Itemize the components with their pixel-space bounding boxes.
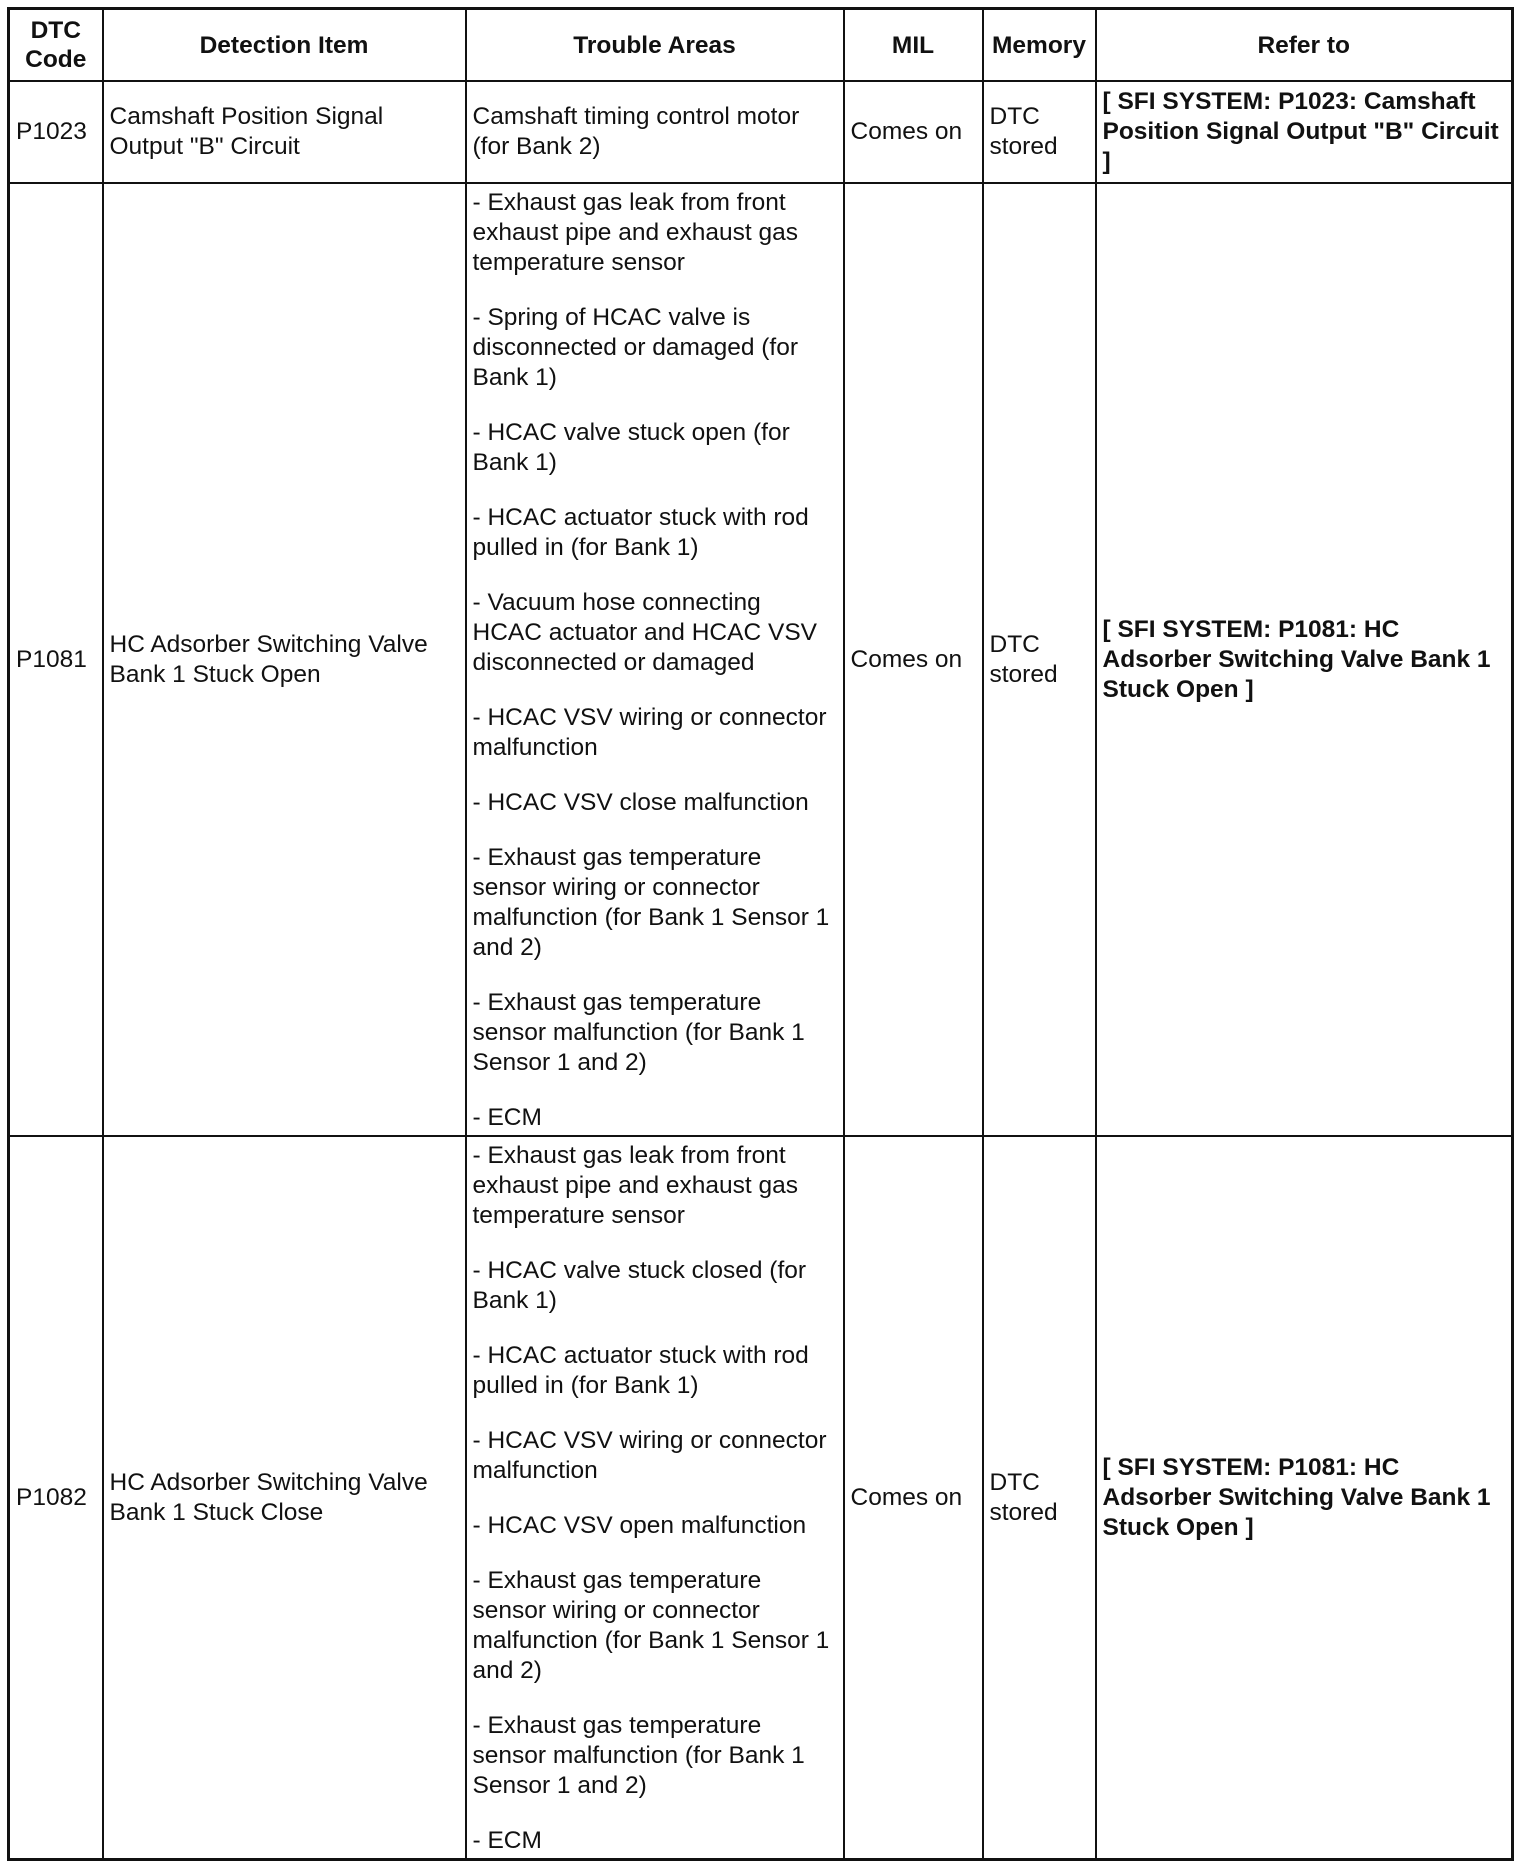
dtc-table	[7, 7, 1514, 1861]
dtc-code-cell: P1081	[9, 183, 103, 1136]
refer-to-link[interactable]: [ SFI SYSTEM: P1081: HC Adsorber Switching Valve Bank 1 Stuck Open ]	[1096, 1136, 1513, 1860]
detection-item-cell: Camshaft Position Signal Output "B" Circuit	[103, 81, 466, 183]
trouble-area-item: - HCAC VSV open malfunction	[472, 1512, 807, 1539]
refer-to-link[interactable]: [ SFI SYSTEM: P1023: Camshaft Position Signal Output "B" Circuit ]	[1096, 81, 1513, 183]
header-dtc-code: DTC Code	[9, 9, 103, 82]
trouble-area-item: - Vacuum hose connecting HCAC actuator and HCAC VSV disconnected or damaged	[472, 589, 817, 676]
trouble-area-item: - Exhaust gas temperature sensor wiring or connector malfunction (for Bank 1 Sensor 1 and 2)	[472, 844, 830, 961]
trouble-area-item: - HCAC valve stuck open (for Bank 1)	[472, 419, 790, 476]
header-mil: MIL	[844, 9, 983, 82]
trouble-area-item: - Spring of HCAC valve is disconnected or damaged (for Bank 1)	[472, 304, 798, 391]
mil-cell: Comes on	[844, 183, 983, 1136]
trouble-area-item: - Exhaust gas leak from front exhaust pipe and exhaust gas temperature sensor	[472, 1142, 799, 1229]
trouble-area-item: Camshaft timing control motor (for Bank 2)	[472, 103, 800, 160]
table-header-row	[9, 9, 1513, 82]
detection-item-cell: HC Adsorber Switching Valve Bank 1 Stuck Open	[103, 183, 466, 1136]
table-row	[9, 1136, 1513, 1860]
memory-cell: DTC stored	[983, 81, 1096, 183]
header-detection-item: Detection Item	[103, 9, 466, 82]
trouble-area-item: - Exhaust gas temperature sensor malfunction (for Bank 1 Sensor 1 and 2)	[472, 989, 805, 1076]
trouble-areas-cell	[466, 81, 844, 183]
trouble-area-item: - ECM	[472, 1827, 542, 1854]
trouble-areas-cell	[466, 183, 844, 1136]
trouble-area-item: - Exhaust gas temperature sensor wiring or connector malfunction (for Bank 1 Sensor 1 and 2)	[472, 1567, 830, 1684]
trouble-areas-cell	[466, 1136, 844, 1860]
detection-item-cell: HC Adsorber Switching Valve Bank 1 Stuck Close	[103, 1136, 466, 1860]
trouble-area-item: - Exhaust gas temperature sensor malfunction (for Bank 1 Sensor 1 and 2)	[472, 1712, 805, 1799]
memory-cell: DTC stored	[983, 1136, 1096, 1860]
trouble-area-item: - HCAC VSV wiring or connector malfunction	[472, 704, 827, 761]
trouble-area-item: - HCAC VSV close malfunction	[472, 789, 809, 816]
mil-cell: Comes on	[844, 81, 983, 183]
memory-cell: DTC stored	[983, 183, 1096, 1136]
dtc-table-container	[7, 7, 1511, 1861]
trouble-area-item: - HCAC actuator stuck with rod pulled in (for Bank 1)	[472, 1342, 809, 1399]
table-row	[9, 183, 1513, 1136]
trouble-area-item: - HCAC VSV wiring or connector malfunction	[472, 1427, 827, 1484]
dtc-code-cell: P1082	[9, 1136, 103, 1860]
trouble-area-item: - HCAC actuator stuck with rod pulled in (for Bank 1)	[472, 504, 809, 561]
header-refer-to: Refer to	[1096, 9, 1513, 82]
refer-to-link[interactable]: [ SFI SYSTEM: P1081: HC Adsorber Switching Valve Bank 1 Stuck Open ]	[1096, 183, 1513, 1136]
header-memory: Memory	[983, 9, 1096, 82]
table-row	[9, 81, 1513, 183]
mil-cell: Comes on	[844, 1136, 983, 1860]
trouble-area-item: - HCAC valve stuck closed (for Bank 1)	[472, 1257, 807, 1314]
header-trouble-areas: Trouble Areas	[466, 9, 844, 82]
trouble-area-item: - ECM	[472, 1104, 542, 1131]
trouble-area-item: - Exhaust gas leak from front exhaust pipe and exhaust gas temperature sensor	[472, 189, 799, 276]
dtc-code-cell: P1023	[9, 81, 103, 183]
